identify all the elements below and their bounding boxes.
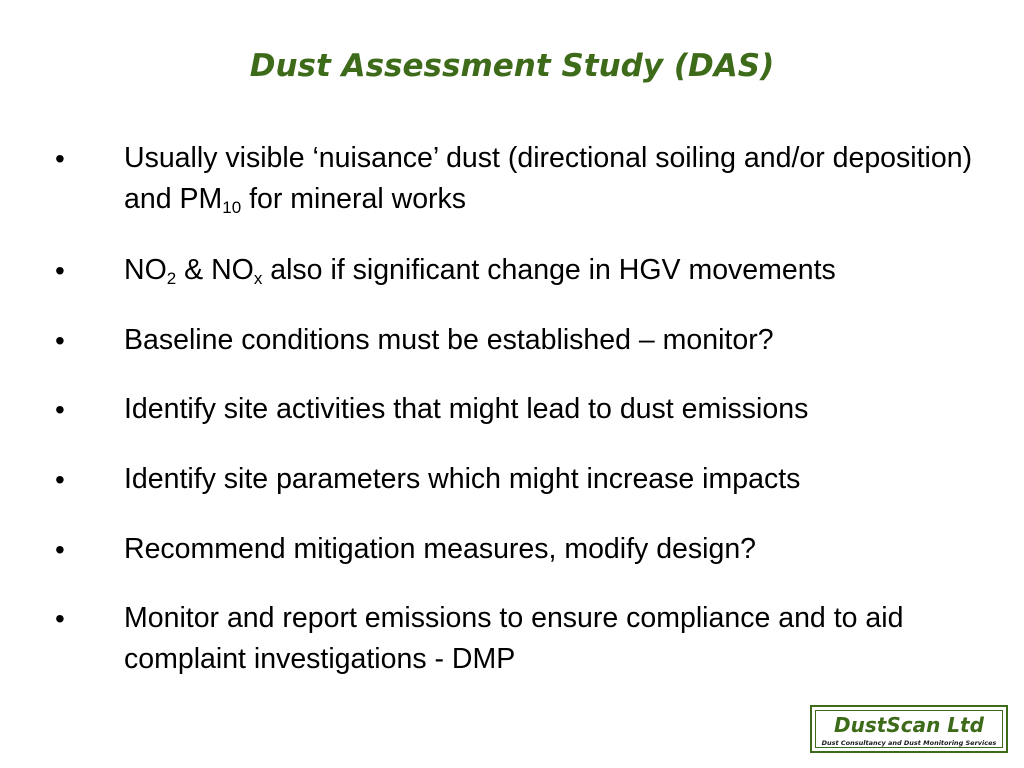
dustscan-logo	[810, 705, 1008, 753]
bullet-text-4: Identify site activities that might lead to dust emissions	[124, 393, 809, 425]
logo-inner-border	[815, 710, 1003, 748]
bullet-text-6: Recommend mitigation measures, modify design?	[124, 533, 757, 565]
logo-name: DustScan Ltd	[834, 713, 984, 737]
bullet-marker: •	[55, 255, 65, 286]
bullet-text-5: Identify site parameters which might increase impacts	[124, 463, 801, 495]
bullet-marker: •	[55, 325, 65, 356]
bullet-text-7: Monitor and report emissions to ensure compliance and to aid complaint investigations - DMP	[124, 602, 904, 675]
bullet-marker: •	[55, 143, 65, 174]
bullet-marker: •	[55, 464, 65, 495]
bullet-text-1: Usually visible ‘nuisance’ dust (directional soiling and/or deposition) and $PM_{10}$ for mineral works	[124, 142, 973, 217]
logo-tagline: Dust Consultancy and Dust Monitoring Services	[821, 739, 997, 747]
bullet-text-3: Baseline conditions must be established – monitor?	[124, 324, 774, 356]
bullet-marker: •	[55, 394, 65, 425]
bullet-marker: •	[55, 534, 65, 565]
slide-title: Dust Assessment Study (DAS)	[249, 48, 775, 84]
bullet-text-2: $NO_2$ & $NO_x$ also if significant change in HGV movements	[124, 254, 836, 288]
bullet-marker: •	[55, 603, 65, 634]
